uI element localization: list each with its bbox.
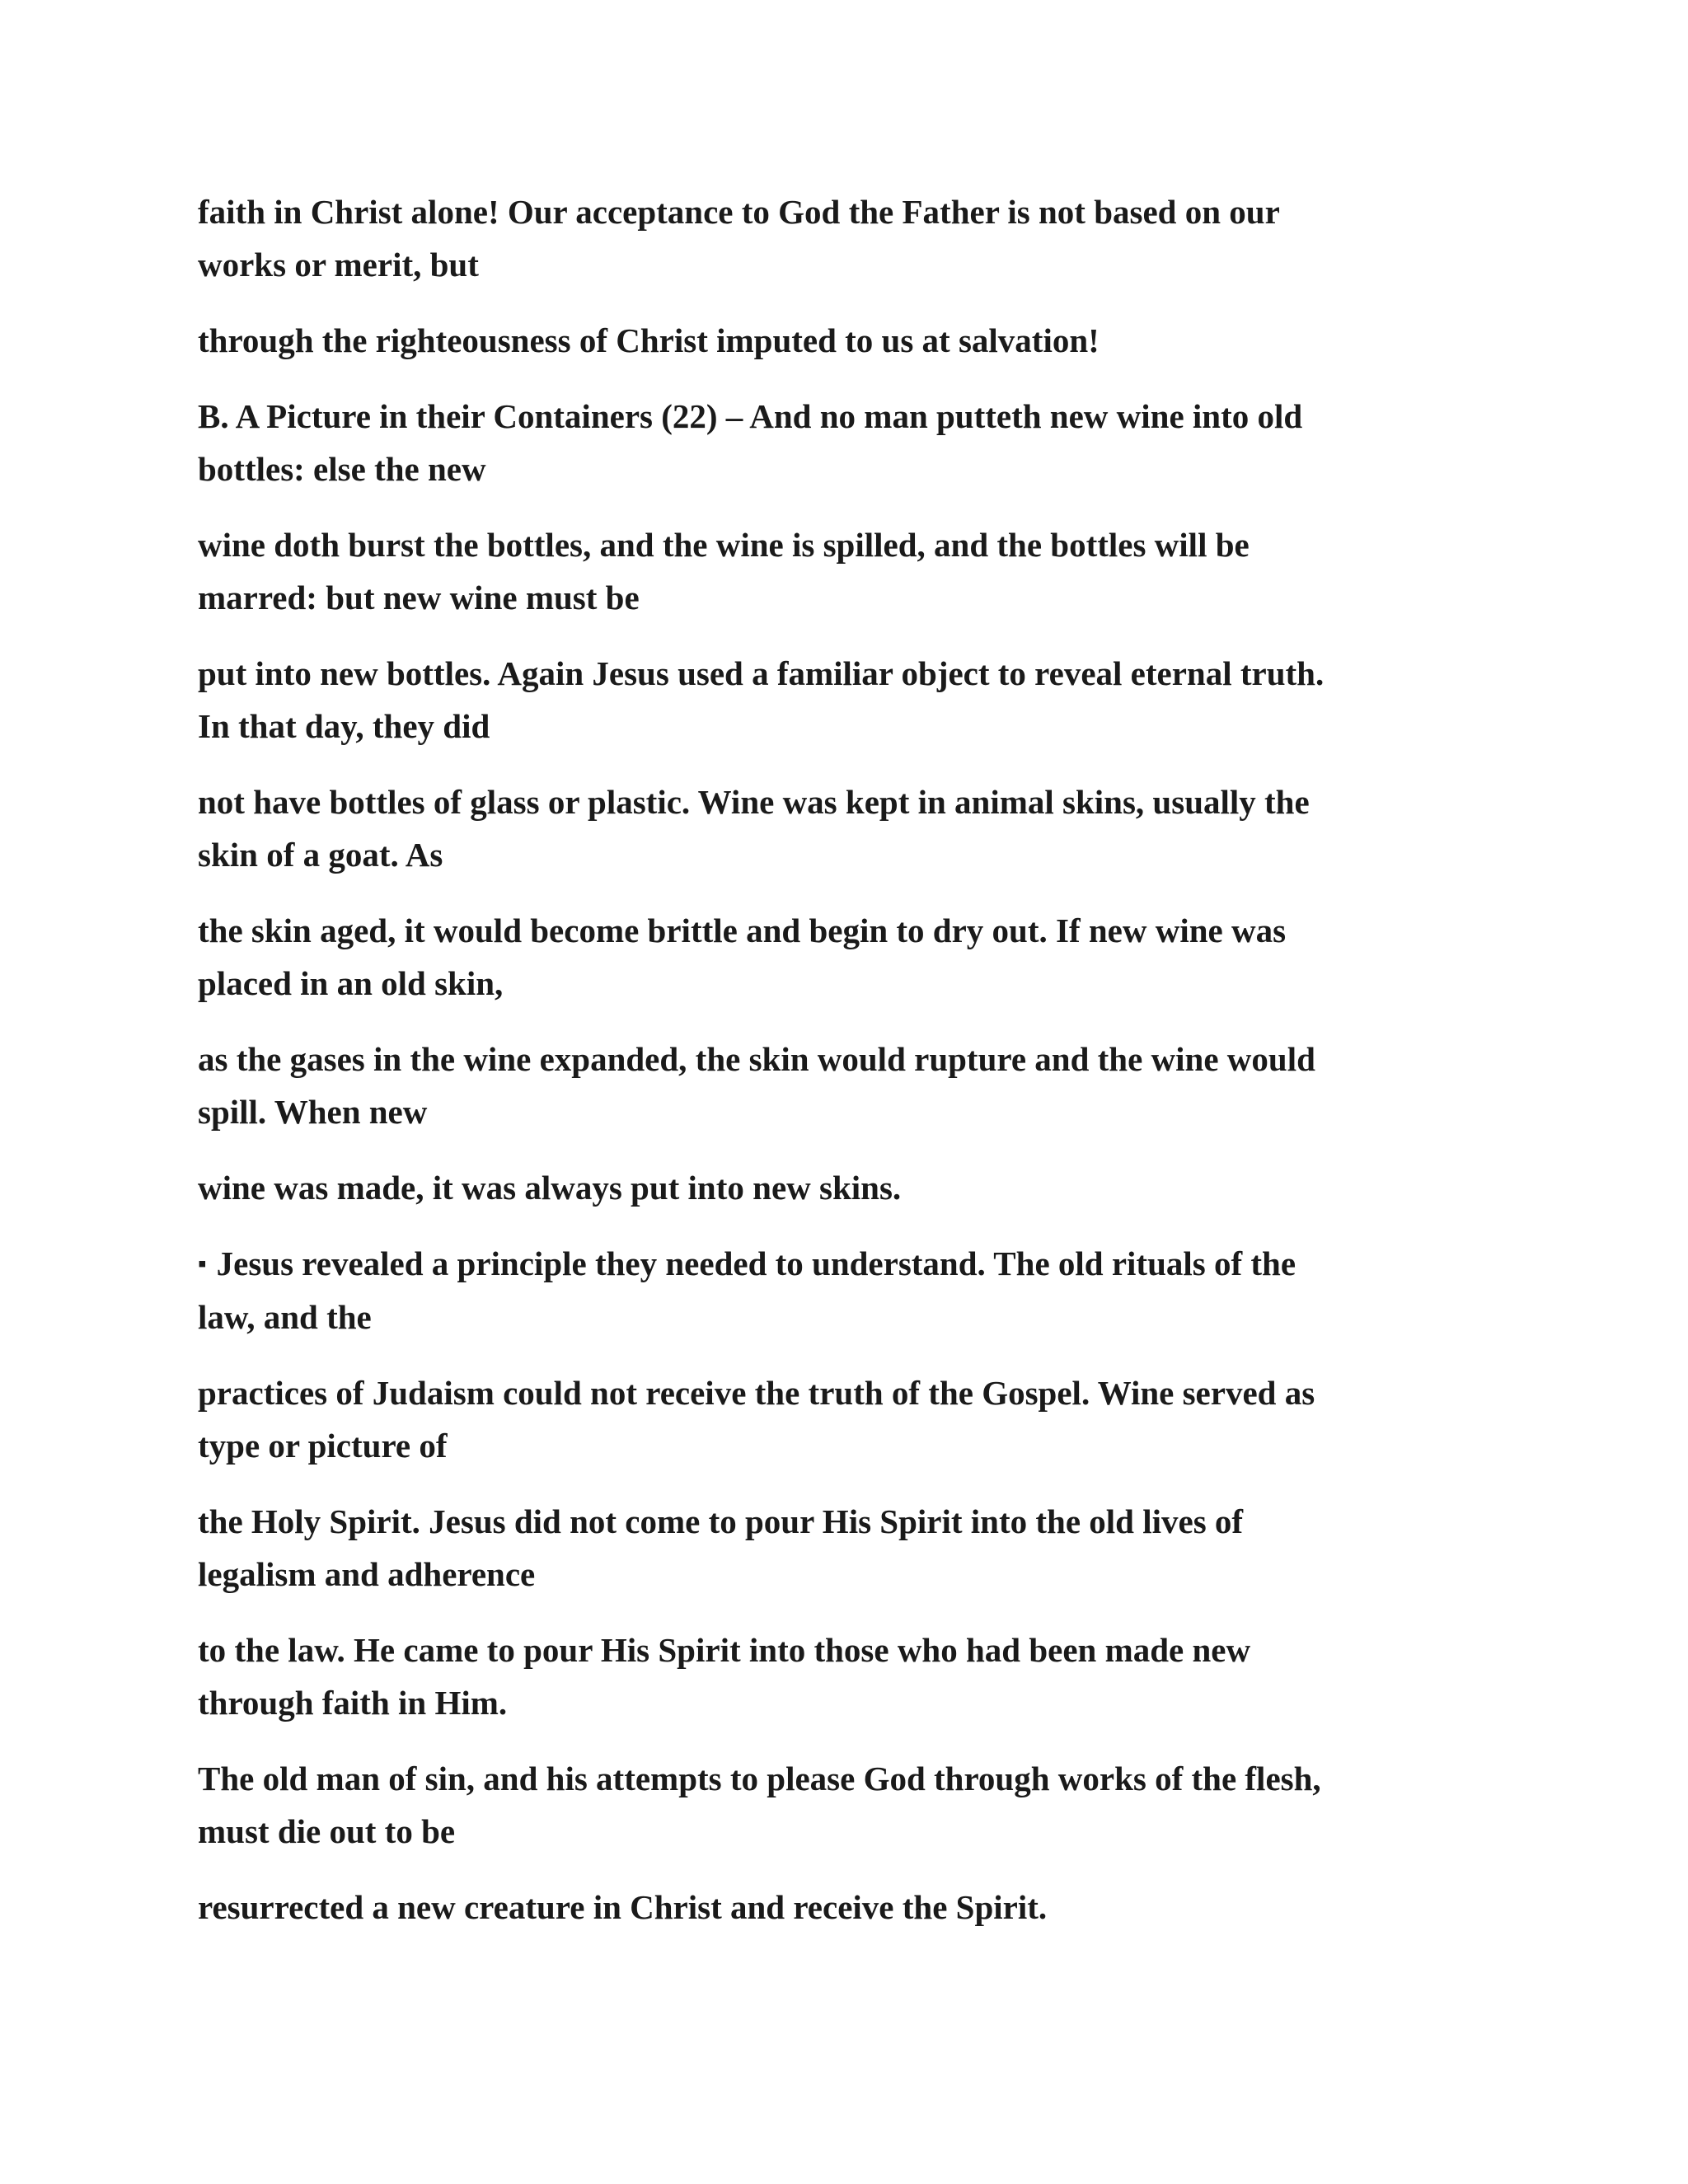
paragraph — [198, 1366, 1533, 1472]
paragraph — [198, 1624, 1533, 1729]
text-line: to the law. He came to pour His Spirit into those who had been made new — [198, 1631, 1251, 1669]
text-line: put into new bottles. Again Jesus used a familiar object to reveal eternal truth. — [198, 654, 1325, 692]
text-line: bottles: else the new — [198, 450, 486, 488]
paragraph — [198, 185, 1533, 291]
text-line: the Holy Spirit. Jesus did not come to pour His Spirit into the old lives of — [198, 1502, 1244, 1540]
paragraph — [198, 1161, 1533, 1214]
text-line: the skin aged, it would become brittle and begin to dry out. If new wine was — [198, 912, 1287, 949]
body-text — [198, 185, 1533, 1957]
text-line: wine was made, it was always put into new skins. — [198, 1169, 902, 1207]
text-line: through the righteousness of Christ imputed to us at salvation! — [198, 321, 1100, 359]
text-line: The old man of sin, and his attempts to please God through works of the flesh, — [198, 1760, 1321, 1797]
paragraph — [198, 776, 1533, 881]
text-line: skin of a goat. As — [198, 836, 443, 874]
text-line: resurrected a new creature in Christ and receive the Spirit. — [198, 1888, 1048, 1926]
text-line: spill. When new — [198, 1093, 428, 1131]
bullet-paragraph — [198, 1237, 1533, 1343]
text-line: type or picture of — [198, 1427, 448, 1465]
paragraph — [198, 1033, 1533, 1138]
text-line: law, and the — [198, 1298, 372, 1336]
text-line: marred: but new wine must be — [198, 579, 640, 616]
text-line: legalism and adherence — [198, 1555, 536, 1593]
text-line: placed in an old skin, — [198, 964, 504, 1002]
text-line: wine doth burst the bottles, and the wine is spilled, and the bottles will be — [198, 526, 1250, 564]
paragraph — [198, 314, 1533, 367]
paragraph — [198, 1495, 1533, 1601]
paragraph — [198, 1881, 1533, 1933]
paragraph — [198, 518, 1533, 624]
text-line: B. A Picture in their Containers (22) – And no man putteth new wine into old — [198, 397, 1303, 435]
text-line: In that day, they did — [198, 707, 490, 745]
text-line: as the gases in the wine expanded, the skin would rupture and the wine would — [198, 1040, 1315, 1078]
paragraph — [198, 904, 1533, 1010]
text-line: must die out to be — [198, 1812, 456, 1850]
text-line: Jesus revealed a principle they needed to understand. The old rituals of the — [216, 1244, 1296, 1282]
text-line: practices of Judaism could not receive the truth of the Gospel. Wine served as — [198, 1374, 1315, 1412]
text-line: faith in Christ alone! Our acceptance to God the Father is not based on our — [198, 193, 1280, 231]
paragraph — [198, 1752, 1533, 1858]
text-line: through faith in Him. — [198, 1684, 508, 1722]
text-line: works or merit, but — [198, 246, 479, 284]
square-bullet-icon: ▪ — [198, 1250, 207, 1277]
text-line: not have bottles of glass or plastic. Wine was kept in animal skins, usually the — [198, 783, 1310, 821]
section-heading-paragraph — [198, 390, 1533, 495]
paragraph — [198, 647, 1533, 752]
